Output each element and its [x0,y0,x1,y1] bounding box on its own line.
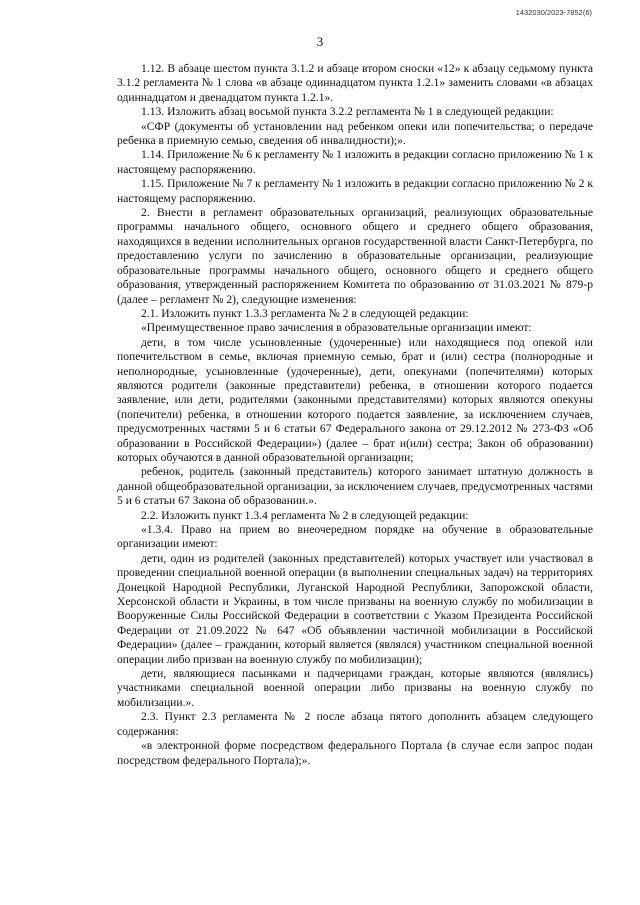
paragraph-2-2-stepchildren: дети, являющиеся пасынками и падчерицами граждан, которые являются (являлись) участниками специальной военной операции либо призваны на военную службу по мобилизации.». [117,667,593,709]
paragraph-2-2-quote-intro: «1.3.4. Право на прием во внеочередном порядке на обучение в образовательные организации имеют: [117,523,593,551]
paragraph-1-14: 1.14. Приложение № 6 к регламенту № 1 изложить в редакции согласно приложению № 1 к настоящему распоряжению. [117,148,593,176]
paragraph-2-1: 2.1. Изложить пункт 1.3.3 регламента № 2 в следующей редакции: [141,306,469,320]
paragraph-1-13-quote: «СФР (документы об установлении над ребенком опеки или попечительства; о передаче ребенка в приемную семью, сведения об инвалидности);». [117,119,593,148]
document-registration-number: 1432030/2023-7852(6) [515,8,592,17]
paragraph-2-1-quote-intro: «Преимущественное право зачисления в образовательные организации имеют: [141,321,532,335]
paragraph-1-13: 1.13. Изложить абзац восьмой пункта 3.2.2 регламента № 1 в следующей редакции: [141,105,554,119]
paragraph-2-3: 2.3. Пункт 2.3 регламента № 2 после абзаца пятого дополнить абзацем следующего содержания: [117,710,593,738]
paragraph-1-12: 1.12. В абзаце шестом пункта 3.1.2 и абзаце втором сноски «12» к абзацу седьмому пункта 3.1.2 регламента № 1 слова «в абзаце одиннадцатом пункта 1.2.1» заменить словами «в абзацах одиннадцатом и двенадцатом пункта 1.2.1». [117,62,593,104]
paragraph-1-15: 1.15. Приложение № 7 к регламенту № 1 изложить в редакции согласно приложению № 2 к настоящему распоряжению. [117,177,593,205]
paragraph-2-2: 2.2. Изложить пункт 1.3.4 регламента № 2 в следующей редакции: [141,508,469,522]
paragraph-2-2-children: дети, один из родителей (законных представителей) которых участвует или участвовал в проведении специальной военной операции (в выполнении специальных задач) на территориях Донецкой Народной Республики, Луганской Народной Республики, Запорожской области, Херсонской области и Украины, в том числе призваны на военную службу по мобилизации в Вооруженные Силы Российской Федерации в соответствии с Указом Президента Российской Федерации от 21.09.2022 № 647 «Об объявлении частичной мобилизации в Российской Федерации» (далее – гражданин, который является (являлся) участником специальной военной операции либо призван на военную службу по мобилизации); [117,551,593,666]
page-number: 3 [316,34,324,49]
document-body [117,62,593,768]
paragraph-2-3-quote: «в электронной форме посредством федерального Портала (в случае если запрос подан посредством федерального Портала);». [117,739,593,767]
paragraph-2: 2. Внести в регламент образовательных организаций, реализующих образовательные программы начального общего, основного общего и среднего общего образования, находящихся в ведении исполнительных органов государственной власти Санкт-Петербурга, по предоставлению услуги по зачислению в образовательные организации, реализующие образовательные программы начального общего, основного общего и среднего общего образования, утвержденный распоряжением Комитета по образованию от 31.03.2021 № 879-р (далее – регламент № 2), следующие изменения: [117,206,593,306]
paragraph-2-1-children: дети, в том числе усыновленные (удочеренные) или находящиеся под опекой или попечительством в семье, включая приемную семью, брат и (или) сестра (полнородные и неполнородные, усыновленные (удочеренные), дети, опекунами (попечителями) которых являются родители (законные представители) ребенка, в отношении которого подается заявление, или дети, родителями (законными представителями) которых являются опекуны (попечители) ребенка, в отношении которого подается заявление, за исключением случаев, предусмотренных частями 5 и 6 статьи 67 Федерального закона от 29.12.2012 № 273-ФЗ «Об образовании в Российской Федерации») (далее – брат и(или) сестра; Закон об образовании) которых обучаются в данной образовательной организации; [117,335,593,464]
paragraph-2-1-employee-child: ребенок, родитель (законный представитель) которого занимает штатную должность в данной общеобразовательной организации, за исключением случаев, предусмотренных частями 5 и 6 статьи 67 Закона об образовании.». [117,465,593,508]
